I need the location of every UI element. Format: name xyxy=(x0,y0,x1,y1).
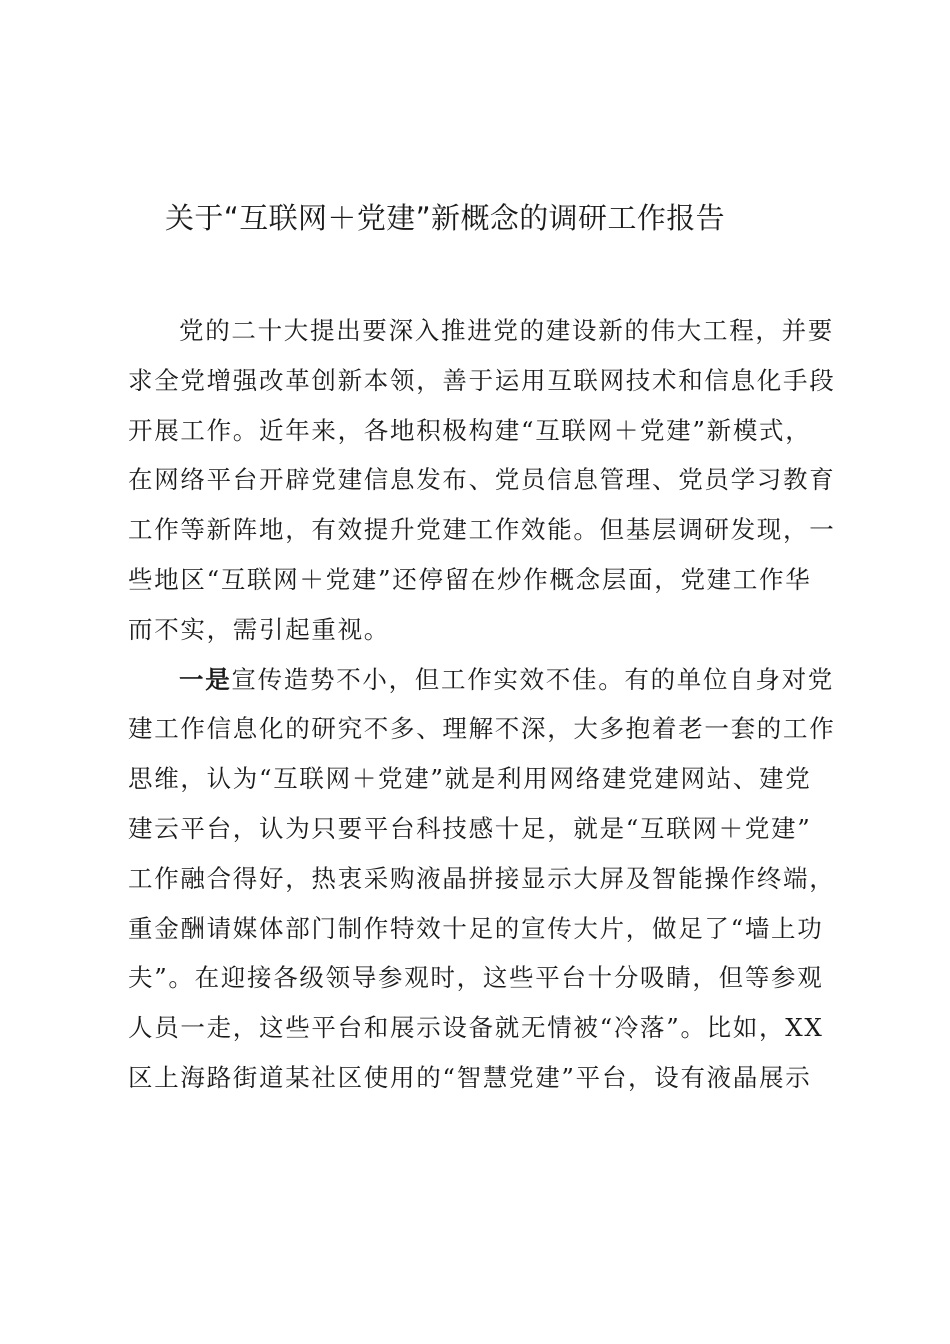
paragraph-2-line: 思维，认为“互联网＋党建”就是利用网络建党建网站、建党 xyxy=(128,764,812,794)
paragraph-1-line: 而不实，需引起重视。 xyxy=(128,614,390,644)
document-body xyxy=(128,306,836,1103)
paragraph-2-line: 区上海路街道某社区使用的“智慧党建”平台，设有液晶展示 xyxy=(128,1062,812,1092)
paragraph-1-line: 开展工作。近年来，各地积极构建“互联网＋党建”新模式， xyxy=(128,415,812,445)
paragraph-2-lead: 一是 xyxy=(179,664,232,694)
paragraph-2-line: 建工作信息化的研究不多、理解不深，大多抱着老一套的工作 xyxy=(128,714,836,744)
paragraph-2-first-line-text: 宣传造势不小，但工作实效不佳。有的单位自身对党 xyxy=(231,664,835,694)
paragraph-1-line: 工作等新阵地，有效提升党建工作效能。但基层调研发现，一 xyxy=(128,515,836,545)
paragraph-2-line: 重金酬请媒体部门制作特效十足的宣传大片，做足了“墙上功 xyxy=(128,913,824,943)
paragraph-2-line: 人员一走，这些平台和展示设备就无情被“冷落”。比如，XX xyxy=(128,1013,824,1043)
document-title: 关于“互联网＋党建”新概念的调研工作报告 xyxy=(165,201,726,235)
paragraph-1-line: 在网络平台开辟党建信息发布、党员信息管理、党员学习教育 xyxy=(128,465,836,495)
paragraph-1-line: 党的二十大提出要深入推进党的建设新的伟大工程，并要 xyxy=(179,316,834,345)
paragraph-2-line: 工作融合得好，热衷采购液晶拼接显示大屏及智能操作终端， xyxy=(128,863,836,893)
paragraph-2-line: 建云平台，认为只要平台科技感十足，就是“互联网＋党建” xyxy=(128,813,812,843)
paragraph-1-line: 些地区“互联网＋党建”还停留在炒作概念层面，党建工作华 xyxy=(128,564,812,594)
paragraph-2-first-line xyxy=(128,655,835,705)
paragraph-2-line: 夫”。在迎接各级领导参观时，这些平台十分吸睛，但等参观 xyxy=(128,963,824,993)
paragraph-1-line: 求全党增强改革创新本领，善于运用互联网技术和信息化手段 xyxy=(128,365,836,395)
